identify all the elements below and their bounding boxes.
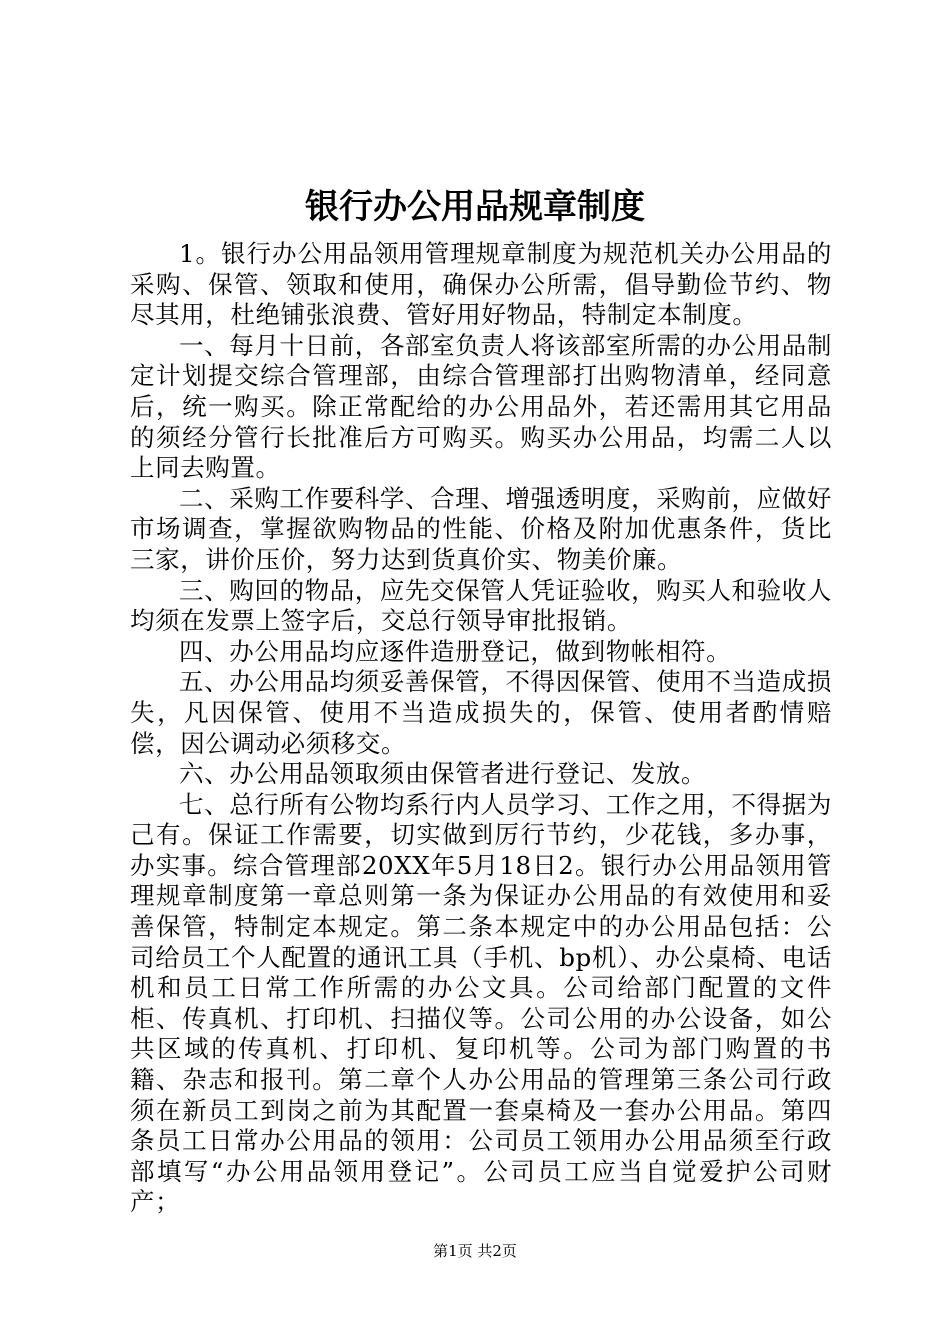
paragraph-article-6: 六、办公用品领取须由保管者进行登记、发放。 bbox=[179, 759, 707, 789]
paragraph-intro: 1。银行办公用品领用管理规章制度为规范机关办公用品的采购、保管、领取和使用，确保办公所需，倡导勤俭节约、物尽其用，杜绝铺张浪费、管好用好物品，特制定本制度。 bbox=[130, 239, 832, 330]
document-title: 银行办公用品规章制度 bbox=[305, 187, 645, 227]
paragraph-article-7: 七、总行所有公物均系行内人员学习、工作之用，不得据为己有。保证工作需要，切实做到厉行节约，少花钱，多办事，办实事。综合管理部20XX年5月18日2。银行办公用品领用管理规章制度第一章总则第一条为保证办公用品的有效使用和妥善保管，特制定本规定。第二条本规定中的办公用品包括：公司给员工个人配置的通讯工具（手机、bp机）、办公桌椅、电话机和员工日常工作所需的办公文具。公司给部门配置的文件柜、传真机、打印机、扫描仪等。公司公用的办公设备，如公共区域的传真机、打印机、复印机等。公司为部门购置的书籍、杂志和报刊。第二章个人办公用品的管理第三条公司行政须在新员工到岗之前为其配置一套桌椅及一套办公用品。第四条员工日常办公用品的领用：公司员工领用办公用品须至行政部填写“办公用品领用登记”。公司员工应当自觉爱护公司财产； bbox=[130, 789, 832, 1217]
paragraph-article-4: 四、办公用品均应逐件造册登记，做到物帐相符。 bbox=[179, 636, 732, 666]
document-body bbox=[130, 239, 832, 1218]
paragraph-article-5: 五、办公用品均须妥善保管，不得因保管、使用不当造成损失，凡因保管、使用不当造成损失的，保管、使用者酌情赔偿，因公调动必须移交。 bbox=[130, 667, 832, 758]
paragraph-article-3: 三、购回的物品，应先交保管人凭证验收，购买人和验收人均须在发票上签字后，交总行领导审批报销。 bbox=[130, 575, 832, 636]
paragraph-article-2: 二、采购工作要科学、合理、增强透明度，采购前，应做好市场调查，掌握欲购物品的性能、价格及附加优惠条件，货比三家，讲价压价，努力达到货真价实、物美价廉。 bbox=[130, 483, 832, 574]
page-number-total: 共2页 bbox=[477, 1242, 517, 1260]
paragraph-article-1: 一、每月十日前，各部室负责人将该部室所需的办公用品制定计划提交综合管理部，由综合管理部打出购物清单，经同意后，统一购买。除正常配给的办公用品外，若还需用其它用品的须经分管行长批准后方可购买。购买办公用品，均需二人以上同去购置。 bbox=[130, 330, 832, 483]
page-footer bbox=[0, 1240, 950, 1262]
page-number-current: 第1页 bbox=[433, 1242, 473, 1260]
